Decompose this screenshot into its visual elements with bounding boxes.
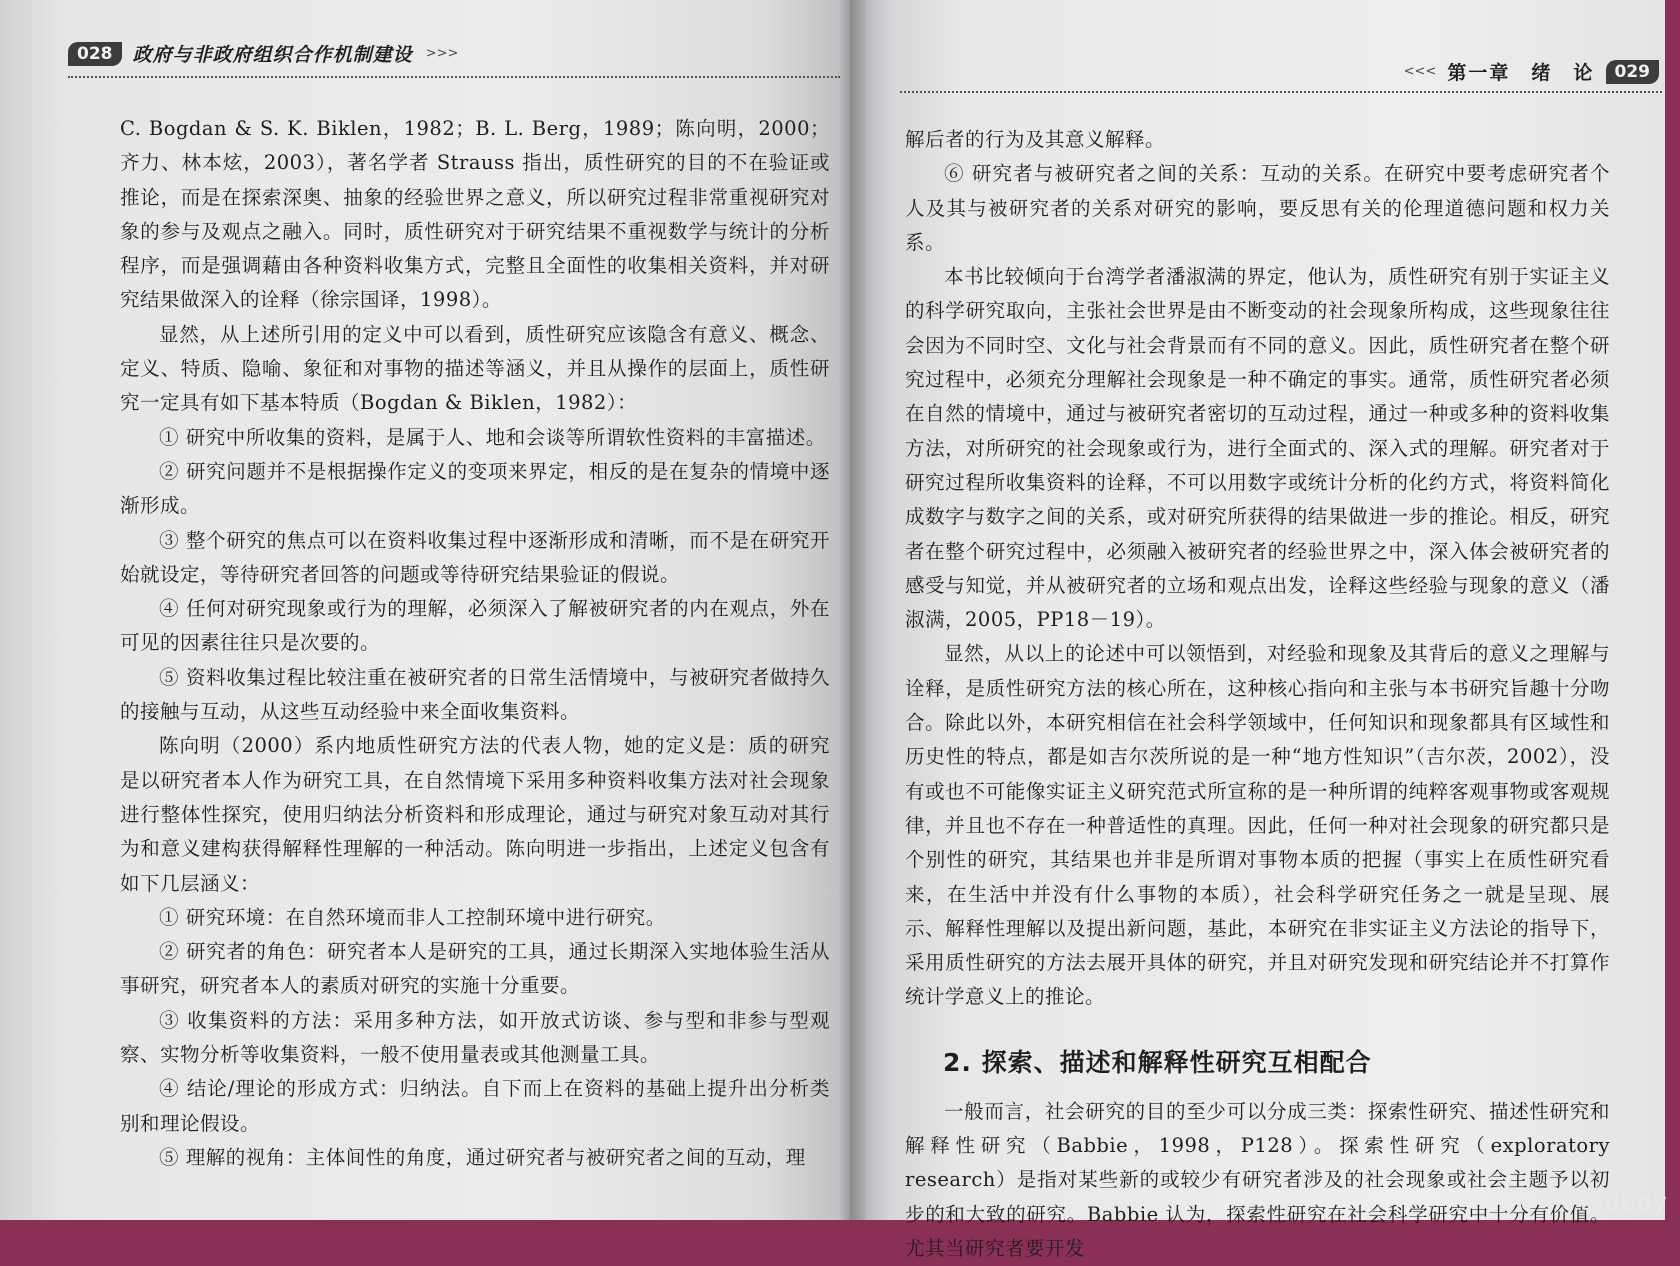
left-header-arrows: >>> [425,46,459,61]
book-title: 政府与非政府组织合作机制建设 [132,44,413,66]
chapter-title: 第一章 绪 论 [1447,62,1595,84]
paragraph: ② 研究者的角色：研究者本人是研究的工具，通过长期深入实地体验生活从事研究，研究者本人的素质对研究的实施十分重要。 [120,940,830,998]
paragraph: ④ 任何对研究现象或行为的理解，必须深入了解被研究者的内在观点，外在可见的因素往往只是次要的。 [120,597,830,655]
book-spine-shadow [838,0,866,1220]
left-running-header [68,40,838,70]
right-page-body [905,123,1610,1266]
left-page-body [120,112,830,1175]
paragraph: 显然，从以上的论述中可以领悟到，对经验和现象及其背后的意义之理解与诠释，是质性研究方法的核心所在，这种核心指向和主张与本书研究旨趣十分吻合。除此以外，本研究相信在社会科学领域中，任何知识和现象都具有区域性和历史性的特点，都是如吉尔茨所说的是一种“地方性知识”（吉尔茨，2002），没有或也不可能像实证主义研究范式所宣称的是一种所谓的纯粹客观事物或客观规律，并且也不存在一种普适性的真理。因此，任何一种对社会现象的研究都只是个别性的研究，其结果也并非是所谓对事物本质的把握（事实上在质性研究看来，在生活中并没有什么事物的本质），社会科学研究任务之一就是呈现、展示、解释性理解以及提出新问题，基此，本研究在非实证主义方法论的指导下，采用质性研究的方法去展开具体的研究，并且对研究发现和研究结论并不打算作统计学意义上的推论。 [905,642,1610,1009]
right-header-arrows: <<< [1403,64,1437,79]
paragraph: ② 研究问题并不是根据操作定义的变项来界定，相反的是在复杂的情境中逐渐形成。 [120,459,830,518]
left-page-number: 028 [68,42,122,66]
paragraph: 显然，从上述所引用的定义中可以看到，质性研究应该隐含有意义、概念、定义、特质、隐喻、象征和对事物的描述等涵义，并且从操作的层面上，质性研究一定具有如下基本特质（Bogdan & Biklen，1982）： [120,322,830,415]
paragraph: C. Bogdan & S. K. Biklen，1982；B. L. Berg，1989；陈向明，2000；齐力、林本炫，2003），著名学者 Strauss 指出，质性研究的目的不在验证或推论，而是在探索深奥、抽象的经验世界之意义，所以研究过程非常重视研究对象的参与及观点之融入。同时，质性研究对于研究结果不重视数学与统计的分析程序，而是强调藉由各种资料收集方式，完整且全面性的收集相关资料，并对研究结果做深入的诠释（徐宗国译，1998）。 [120,117,830,312]
paragraph: ① 研究中所收集的资料，是属于人、地和会谈等所谓软性资料的丰富描述。 [159,425,826,449]
paragraph: ⑥ 研究者与被研究者之间的关系：互动的关系。在研究中要考虑研究者个人及其与被研究者的关系对研究的影响，要反思有关的伦理道德问题和权力关系。 [905,162,1610,254]
paragraph: ④ 结论/理论的形成方式：归纳法。自下而上在资料的基础上提升出分析类别和理论假设。 [120,1077,830,1135]
paragraph: ⑤ 理解的视角：主体间性的角度，通过研究者与被研究者之间的互动，理 [159,1145,806,1169]
paragraph: 本书比较倾向于台湾学者潘淑满的界定，他认为，质性研究有别于实证主义的科学研究取向，主张社会世界是由不断变动的社会现象所构成，这些现象往往会因为不同时空、文化与社会背景而有不同的意义。因此，质性研究者在整个研究过程中，必须充分理解社会现象是一种不确定的事实。通常，质性研究者必须在自然的情境中，通过与被研究者密切的互动过程，通过一种或多种的资料收集方法，对所研究的社会现象或行为，进行全面式的、深入式的理解。研究者对于研究过程所收集资料的诠释，不可以用数字或统计分析的化约方式，将资料简化成数字与数字之间的关系，或对研究所获得的结果做进一步的推论。相反，研究者在整个研究过程中，必须融入被研究者的经验世界之中，深入体会被研究者的感受与知觉，并从被研究者的立场和观点出发，诠释这些经验与现象的意义（潘淑满，2005，PP18－19）。 [905,265,1610,632]
section-heading: 2. 探索、描述和解释性研究互相配合 [943,1047,1372,1077]
right-header-rule [900,91,1662,93]
paragraph: 陈向明（2000）系内地质性研究方法的代表人物，她的定义是：质的研究是以研究者本人作为研究工具，在自然情境下采用多种资料收集方法对社会现象进行整体性探究，使用归纳法分析资料和形成理论，通过与研究对象互动对其行为和意义建构获得解释性理解的一种活动。陈向明进一步指出，上述定义包含有如下几层涵义： [120,734,830,895]
paragraph: 一般而言，社会研究的目的至少可以分成三类：探索性研究、描述性研究和解释性研究（Babbie，1998，P128）。探索性研究（exploratory research）是指对某些新的或较少有研究者涉及的社会现象或社会主题予以初步的和大致的研究。Babbie 认为，探索性研究在社会科学研究中十分有价值。尤其当研究者要开发 [905,1099,1610,1260]
paragraph: ③ 整个研究的焦点可以在资料收集过程中逐渐形成和清晰，而不是在研究开始就设定，等待研究者回答的问题或等待研究结果验证的假说。 [120,528,830,586]
paragraph: ③ 收集资料的方法：采用多种方法，如开放式访谈、参与型和非参与型观察、实物分析等收集资料，一般不使用量表或其他测量工具。 [120,1008,830,1067]
paragraph: ⑤ 资料收集过程比较注重在被研究者的日常生活情境中，与被研究者做持久的接触与互动，从这些互动经验中来全面收集资料。 [120,665,830,724]
paragraph: ① 研究环境：在自然环境而非人工控制环境中进行研究。 [159,905,666,929]
left-header-rule [68,76,840,78]
right-running-header [895,40,1665,84]
paragraph: 解后者的行为及其意义解释。 [905,128,1166,151]
right-page-number: 029 [1606,60,1660,84]
scanner-watermark: cruboy [1579,1188,1668,1216]
